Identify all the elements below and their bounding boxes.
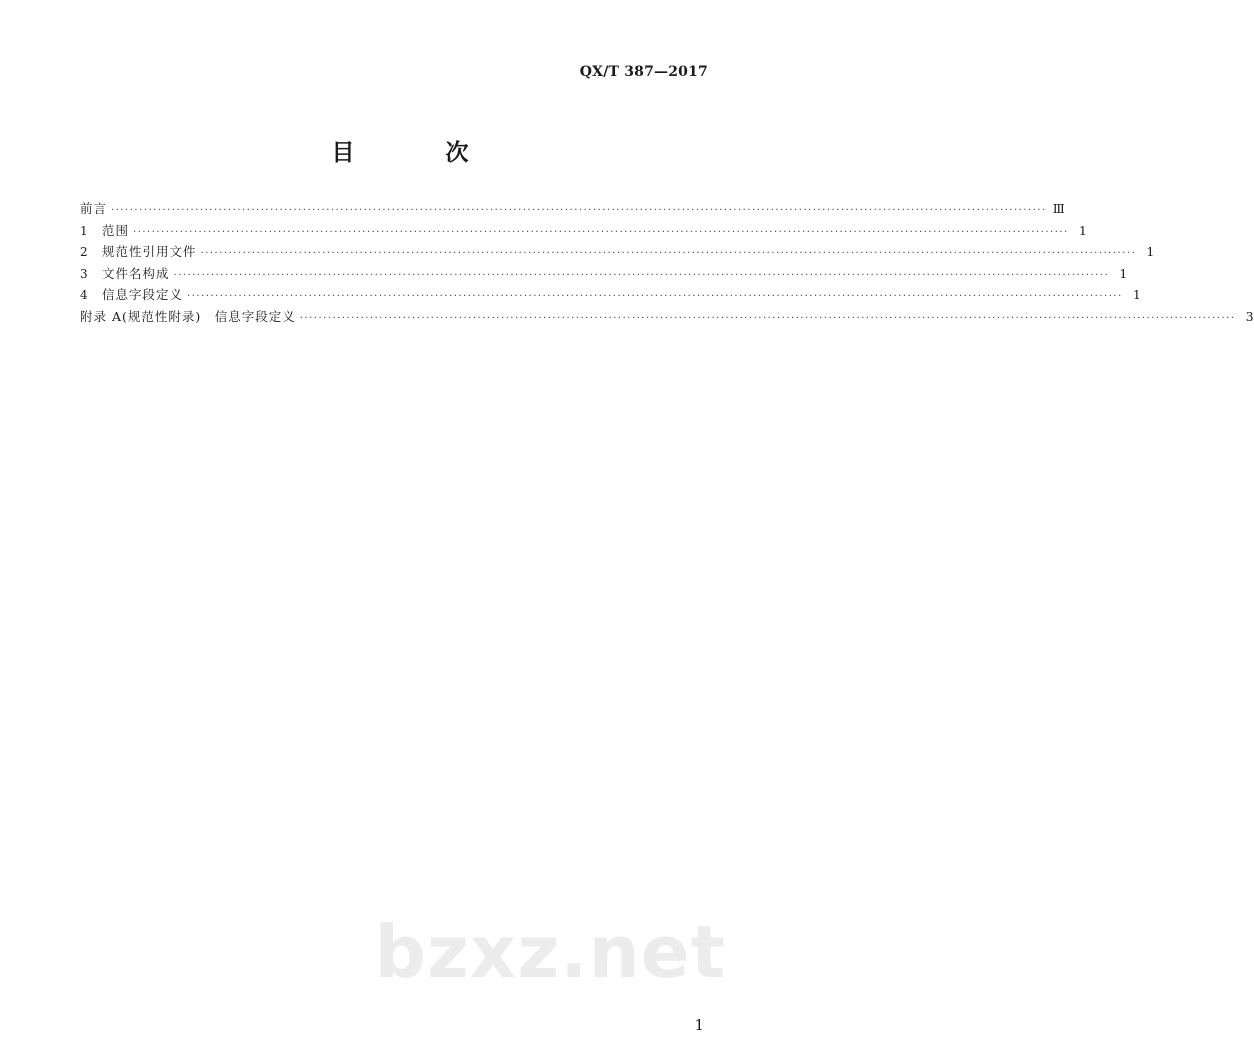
toc-entry-label: 前言 [80,201,108,216]
toc-entry-label: 文件名构成 [102,265,170,281]
toc-entry-number: 3 [80,266,88,281]
toc-entry-page: 1 [1119,265,1128,281]
toc-entry-page: Ⅲ [1052,201,1065,216]
toc-entry-number: 4 [80,288,88,302]
toc-leader-dots: ········································································································································································································ [187,291,1123,302]
toc-entry-number: 2 [80,245,88,259]
toc-entry-filename-composition[interactable] [80,263,1128,285]
toc-leader-dots: ········································································································································································································ [200,248,1137,259]
toc-entry-page: 1 [1146,244,1155,259]
toc-entry-field-definitions[interactable] [80,284,1141,306]
toc-entry-normative-references[interactable] [80,241,1155,263]
toc-entry-scope[interactable] [80,220,1087,242]
toc-leader-dots: ········································································································································································································ [299,312,1236,324]
toc-leader-dots: ········································································································································································································ [173,269,1110,281]
toc-entry-label: 规范性引用文件 [102,244,197,259]
toc-entry-page: 1 [1078,222,1087,238]
toc-title: 目 次 [331,139,503,166]
toc-entry-label: 范围 [102,222,130,238]
toc-entry-page: 3 [1245,308,1254,324]
toc-entry-annex-a[interactable] [80,306,1254,328]
toc-leader-dots: ········································································································································································································ [133,226,1069,238]
watermark-logo: bzxz.net [374,910,726,994]
standard-number: QX/T 387—2017 [579,64,708,80]
toc-list [80,198,1254,327]
toc-entry-label: 信息字段定义 [102,287,184,302]
toc-leader-dots: ········································································································································································································ [111,205,1047,216]
toc-entry-page: 1 [1132,287,1141,302]
toc-entry-foreword[interactable] [80,198,1065,220]
toc-entry-number: 1 [80,223,88,238]
toc-entry-label: 附录 A(规范性附录) 信息字段定义 [80,308,296,324]
page-number: 1 [694,1016,704,1034]
